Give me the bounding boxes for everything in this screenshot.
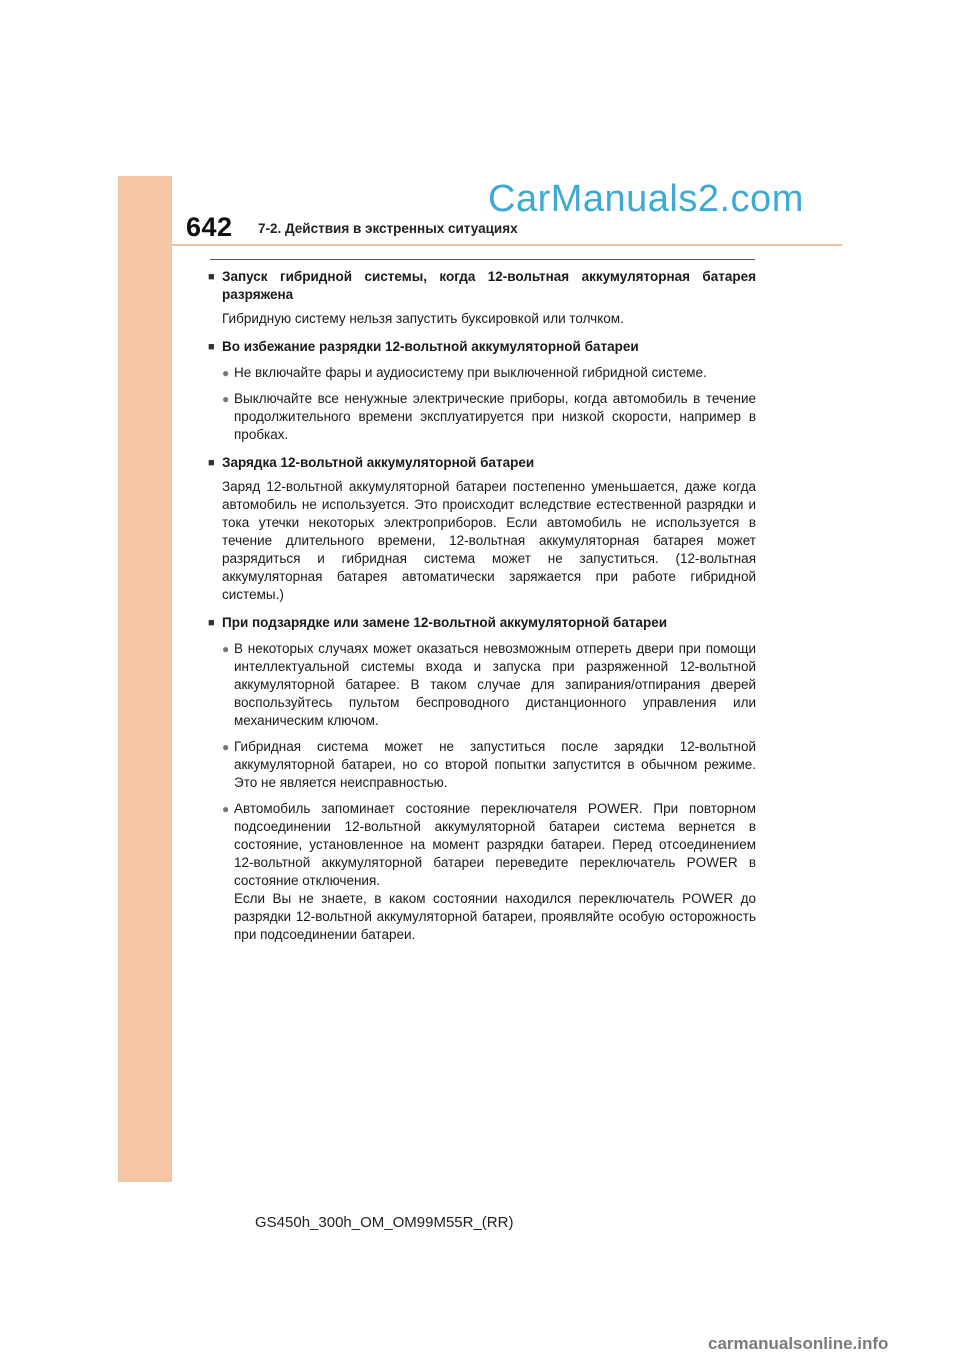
circle-bullet-icon: ● [222, 802, 230, 816]
square-bullet-icon: ■ [208, 271, 215, 283]
section-heading [208, 614, 756, 632]
list-item-text: Не включайте фары и аудиосистему при выключенной гибридной системе. [234, 365, 707, 380]
list-item [222, 738, 756, 792]
circle-bullet-icon: ● [222, 392, 230, 406]
list-item [222, 640, 756, 730]
watermark-logo: CarManuals2.com [488, 178, 804, 220]
heading-text: Во избежание разрядки 12-вольтной аккумуляторной батареи [222, 339, 639, 354]
list-item-text [234, 800, 756, 944]
section-heading [208, 268, 756, 304]
paragraph: Гибридную систему нельзя запустить буксировкой или толчком. [222, 311, 624, 326]
heading-text: При подзарядке или замене 12-вольтной аккумуляторной батареи [222, 615, 668, 630]
heading-text: Зарядка 12-вольтной аккумуляторной батареи [222, 455, 535, 470]
list-item [222, 390, 756, 444]
header-divider [172, 244, 842, 246]
manual-content [208, 268, 756, 944]
list-item-text-part: Автомобиль запоминает состояние переключателя POWER. При повторном подсоединении 12-вольтной аккумуляторной батареи система вернется в состояние, установленное на момент разрядки батареи. Перед отсоединением 12-вольтной аккумуляторной батареи переведите переключатель POWER в состояние отключения. [234, 801, 756, 888]
list-item-text: Гибридная система может не запуститься после зарядки 12-вольтной аккумуляторной батареи, но со второй попытки запустится в обычном режиме. Это не является неисправностью. [234, 739, 756, 790]
site-brand: carmanualsonline.info [708, 1334, 889, 1353]
chapter-side-band [118, 176, 172, 1182]
list-item-text: Выключайте все ненужные электрические приборы, когда автомобиль в течение продолжительного времени эксплуатируется при низкой скорости, например в пробках. [234, 391, 756, 442]
paragraph: Заряд 12-вольтной аккумуляторной батареи постепенно уменьшается, даже когда автомобиль не используется. Это происходит вследствие естественной разрядки и тока утечки некоторых электроприборов. Если автомобиль не используется в течение длительного времени, 12-вольтная аккумуляторная батарея может разрядиться и гибридная система может не запуститься. (12-вольтная аккумуляторная батарея автоматически заряжается при работе гибридной системы.) [222, 479, 756, 602]
square-bullet-icon: ■ [208, 457, 215, 469]
circle-bullet-icon: ● [222, 642, 230, 656]
content-divider [210, 259, 755, 260]
square-bullet-icon: ■ [208, 341, 215, 353]
circle-bullet-icon: ● [222, 366, 230, 380]
square-bullet-icon: ■ [208, 617, 215, 629]
list-item [222, 800, 756, 944]
section-heading [208, 338, 756, 356]
circle-bullet-icon: ● [222, 740, 230, 754]
list-item-text: В некоторых случаях может оказаться невозможным отпереть двери при помощи интеллектуальной системы входа и запуска при разряженной 12-вольтной аккумуляторной батарее. В таком случае для запирания/отпирания дверей воспользуйтесь пультом беспроводного дистанционного управления или механическим ключом. [234, 641, 756, 728]
section-title: 7-2. Действия в экстренных ситуациях [258, 221, 518, 236]
page-number: 642 [186, 212, 233, 242]
model-code-footer: GS450h_300h_OM_OM99M55R_(RR) [255, 1214, 514, 1231]
heading-text: Запуск гибридной системы, когда 12-вольтная аккумуляторная батарея разряжена [222, 269, 756, 302]
list-item [222, 364, 756, 382]
section-heading [208, 454, 756, 472]
list-item-text-part: Если Вы не знаете, в каком состоянии находился переключатель POWER до разрядки 12-вольтной аккумуляторной батареи, проявляйте особую осторожность при подсоединении батареи. [234, 891, 756, 942]
